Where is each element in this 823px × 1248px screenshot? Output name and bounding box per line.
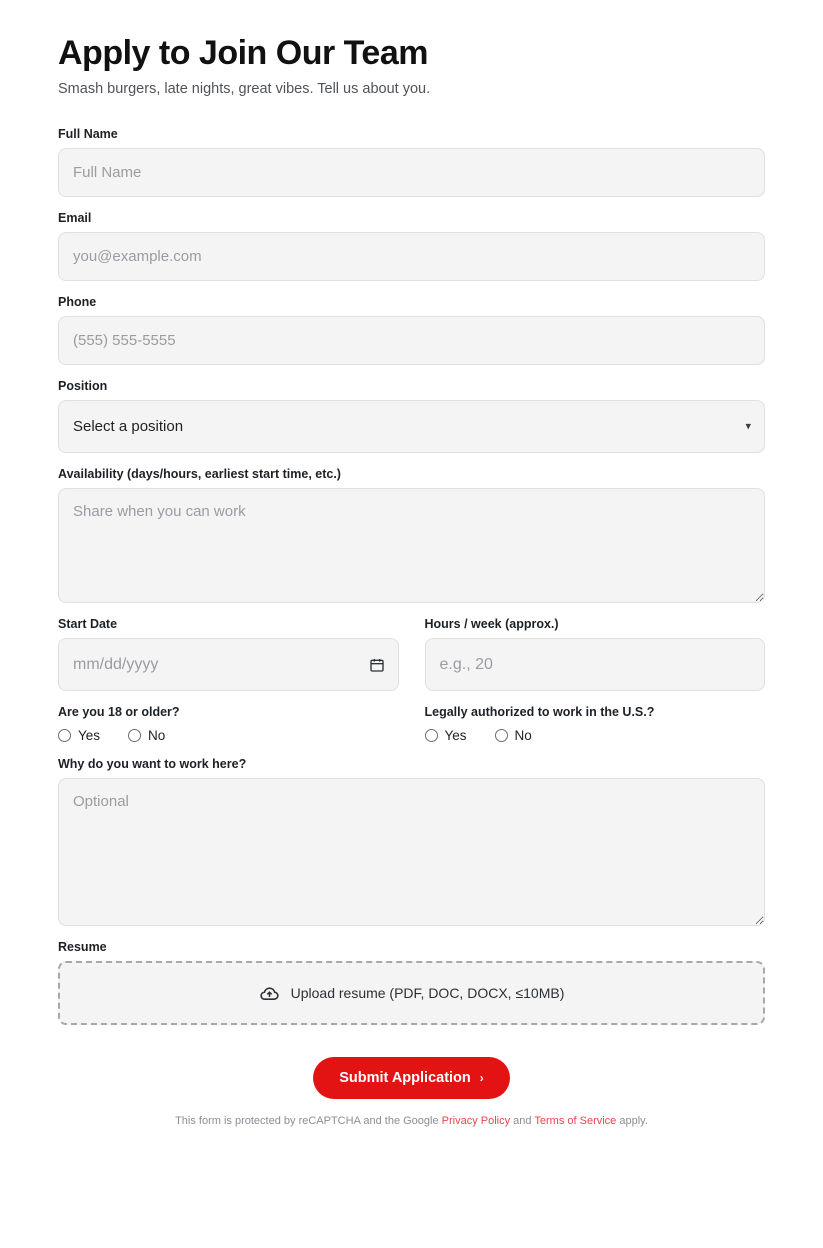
availability-label: Availability (days/hours, earliest start time, etc.) xyxy=(58,467,341,482)
work-authorized-option-yes-label: Yes xyxy=(444,728,467,744)
privacy-policy-link[interactable]: Privacy Policy xyxy=(441,1115,511,1128)
age-18-radio-group xyxy=(58,728,399,743)
field-email xyxy=(58,211,765,281)
page-subtitle: Smash burgers, late nights, great vibes. Tell us about you. xyxy=(58,81,431,98)
why-input[interactable] xyxy=(58,778,765,926)
legal-middle: and xyxy=(510,1115,535,1128)
work-authorized-radio-group xyxy=(425,728,766,743)
page-title: Apply to Join Our Team xyxy=(58,34,428,72)
start-date-label: Start Date xyxy=(58,617,118,632)
field-phone xyxy=(58,295,765,365)
terms-of-service-link[interactable]: Terms of Service xyxy=(534,1115,617,1128)
availability-input[interactable] xyxy=(58,488,765,603)
field-hours-week xyxy=(425,617,766,691)
legal-notice xyxy=(58,1115,765,1153)
work-authorized-option-no-label: No xyxy=(514,728,532,744)
full-name-input[interactable] xyxy=(58,148,765,197)
full-name-label: Full Name xyxy=(58,127,118,142)
chevron-right-icon: › xyxy=(479,1071,484,1086)
chevron-down-icon: ▾ xyxy=(745,420,751,433)
radio-icon[interactable] xyxy=(58,729,71,742)
email-input[interactable] xyxy=(58,232,765,281)
field-why xyxy=(58,757,765,926)
resume-upload-dropzone[interactable] xyxy=(58,961,765,1025)
radio-questions-row xyxy=(58,705,765,743)
age-18-option-no[interactable] xyxy=(128,728,165,743)
why-label: Why do you want to work here? xyxy=(58,757,247,772)
work-authorized-label: Legally authorized to work in the U.S.? xyxy=(424,705,655,720)
hours-week-input[interactable] xyxy=(425,638,766,691)
field-work-authorized xyxy=(425,705,766,743)
work-authorized-option-yes[interactable] xyxy=(425,728,467,743)
legal-prefix: This form is protected by reCAPTCHA and the Google xyxy=(175,1115,442,1128)
submit-application-label: Submit Application xyxy=(339,1070,471,1087)
phone-label: Phone xyxy=(58,295,97,310)
start-date-wrap xyxy=(58,638,399,691)
position-select[interactable] xyxy=(58,400,765,453)
start-date-input[interactable] xyxy=(58,638,399,691)
radio-icon[interactable] xyxy=(495,729,508,742)
work-authorized-option-no[interactable] xyxy=(495,728,532,743)
field-availability xyxy=(58,467,765,603)
legal-suffix: apply. xyxy=(616,1115,648,1128)
field-age-18 xyxy=(58,705,399,743)
field-start-date xyxy=(58,617,399,691)
age-18-option-no-label: No xyxy=(148,728,166,744)
cloud-upload-icon xyxy=(259,983,280,1004)
position-select-wrap xyxy=(58,400,765,453)
phone-input[interactable] xyxy=(58,316,765,365)
age-18-label: Are you 18 or older? xyxy=(58,705,180,720)
resume-upload-text: Upload resume (PDF, DOC, DOCX, ≤10MB) xyxy=(290,985,565,1002)
field-position xyxy=(58,379,765,453)
email-label: Email xyxy=(58,211,92,226)
field-full-name xyxy=(58,127,765,197)
radio-icon[interactable] xyxy=(425,729,438,742)
field-resume xyxy=(58,940,765,1025)
submit-application-button[interactable] xyxy=(313,1057,510,1099)
age-18-option-yes[interactable] xyxy=(58,728,100,743)
age-18-option-yes-label: Yes xyxy=(78,728,101,744)
position-label: Position xyxy=(58,379,108,394)
hours-week-label: Hours / week (approx.) xyxy=(424,617,559,632)
radio-icon[interactable] xyxy=(128,729,141,742)
start-date-hours-row xyxy=(58,617,765,691)
resume-label: Resume xyxy=(58,940,107,955)
submit-row xyxy=(58,1057,765,1099)
